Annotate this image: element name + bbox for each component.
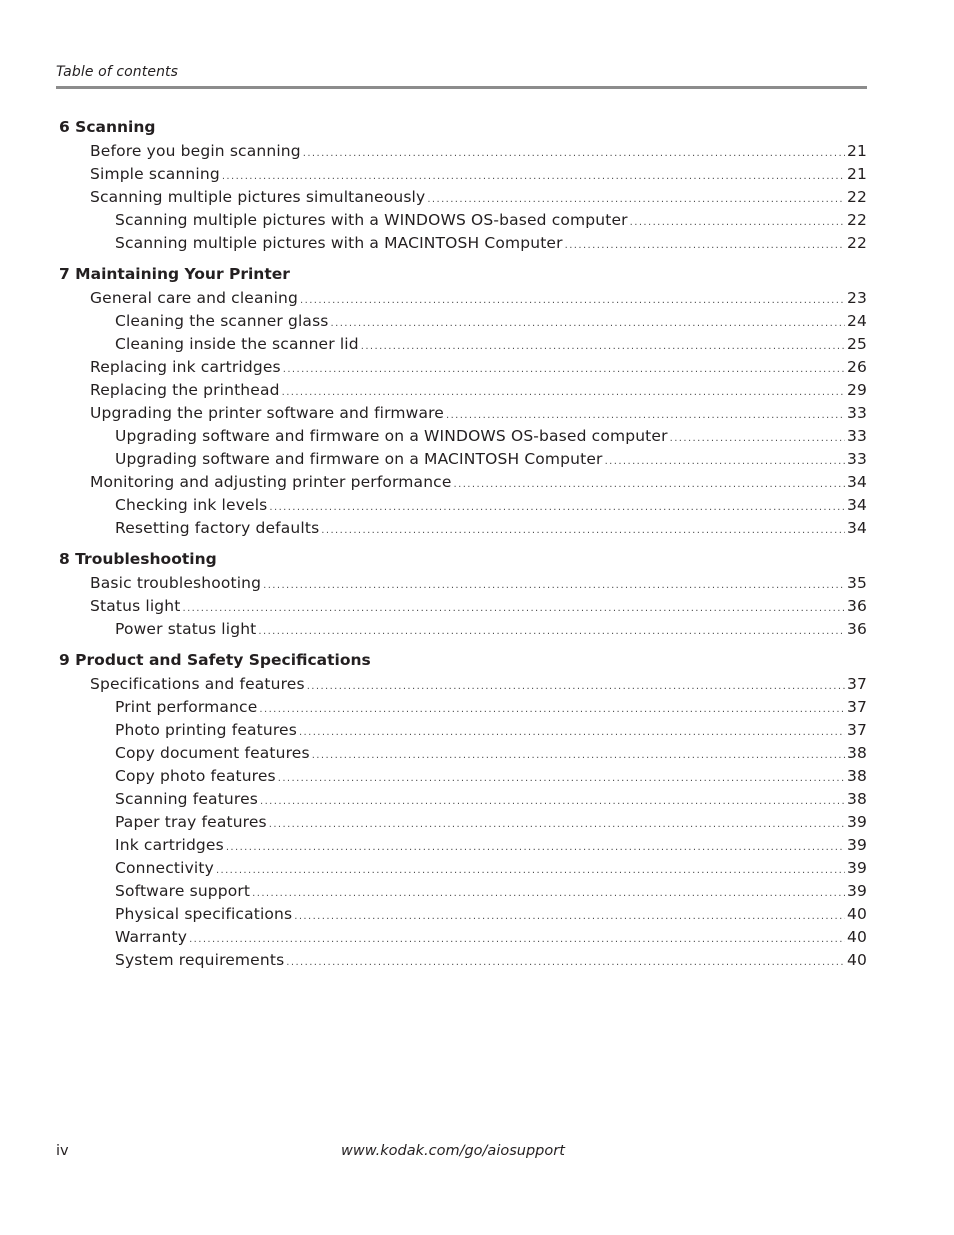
toc-entry[interactable] [56, 356, 867, 379]
running-header: Table of contents [56, 64, 179, 80]
entry-page-number: 38 [846, 744, 867, 762]
entry-label: Scanning features [115, 790, 258, 808]
entry-label: Replacing ink cartridges [90, 358, 281, 376]
dot-leader [226, 836, 845, 859]
entry-label: Copy photo features [115, 767, 276, 785]
dot-leader [361, 335, 845, 358]
toc-subentry[interactable] [56, 765, 867, 788]
entry-label: Power status light [115, 620, 257, 638]
dot-leader [300, 289, 845, 312]
entry-page-number: 24 [846, 312, 867, 330]
header-divider [56, 86, 867, 89]
toc-subentry[interactable] [56, 618, 867, 641]
entry-label: Warranty [115, 928, 188, 946]
entry-label: Upgrading software and firmware on a MACINTOSH Computer [115, 450, 603, 468]
entry-page-number: 33 [846, 404, 867, 422]
entry-label: Status light [90, 597, 181, 615]
entry-page-number: 29 [846, 381, 867, 399]
entry-page-number: 39 [846, 836, 867, 854]
toc-subentry[interactable] [56, 494, 867, 517]
toc-chapter [56, 261, 867, 540]
dot-leader [294, 905, 845, 928]
entry-page-number: 36 [846, 620, 867, 638]
dot-leader [252, 882, 845, 905]
toc-subentry[interactable] [56, 788, 867, 811]
chapter-title[interactable]: 8 Troubleshooting [59, 550, 217, 568]
chapter-title[interactable]: 6 Scanning [59, 118, 156, 136]
toc-subentry[interactable] [56, 209, 867, 232]
toc-chapter [56, 546, 867, 641]
dot-leader [605, 450, 845, 473]
entry-label: Connectivity [115, 859, 214, 877]
dot-leader [321, 519, 845, 542]
entry-page-number: 36 [846, 597, 867, 615]
entry-label: Resetting factory defaults [115, 519, 320, 537]
toc-entry[interactable] [56, 287, 867, 310]
dot-leader [278, 767, 845, 790]
entry-page-number: 34 [846, 473, 867, 491]
footer-page-number: iv [56, 1143, 69, 1159]
entry-page-number: 39 [846, 882, 867, 900]
toc-chapter [56, 114, 867, 255]
table-of-contents [56, 114, 867, 972]
toc-entry[interactable] [56, 186, 867, 209]
chapter-title[interactable]: 9 Product and Safety Specifications [59, 651, 371, 669]
toc-subentry[interactable] [56, 903, 867, 926]
dot-leader [282, 381, 845, 404]
entry-label: Scanning multiple pictures with a MACINTOSH Computer [115, 234, 563, 252]
dot-leader [312, 744, 845, 767]
dot-leader [216, 859, 845, 882]
dot-leader [222, 165, 845, 188]
entry-page-number: 37 [846, 698, 867, 716]
entry-page-number: 34 [846, 519, 867, 537]
entry-label: Copy document features [115, 744, 310, 762]
toc-entry[interactable] [56, 379, 867, 402]
dot-leader [258, 620, 845, 643]
entry-page-number: 25 [846, 335, 867, 353]
entry-label: Software support [115, 882, 251, 900]
dot-leader [299, 721, 845, 744]
toc-subentry[interactable] [56, 448, 867, 471]
entry-page-number: 38 [846, 767, 867, 785]
dot-leader [286, 951, 845, 974]
dot-leader [446, 404, 845, 427]
entry-label: Photo printing features [115, 721, 297, 739]
entry-label: Print performance [115, 698, 258, 716]
entry-label: Basic troubleshooting [90, 574, 262, 592]
toc-entry[interactable] [56, 402, 867, 425]
dot-leader [182, 597, 844, 620]
toc-subentry[interactable] [56, 719, 867, 742]
toc-subentry[interactable] [56, 517, 867, 540]
toc-entry[interactable] [56, 140, 867, 163]
dot-leader [565, 234, 845, 257]
entry-page-number: 40 [846, 905, 867, 923]
toc-chapter [56, 647, 867, 972]
entry-label: General care and cleaning [90, 289, 299, 307]
toc-subentry[interactable] [56, 310, 867, 333]
dot-leader [189, 928, 845, 951]
entry-page-number: 22 [846, 211, 867, 229]
entry-page-number: 23 [846, 289, 867, 307]
toc-subentry[interactable] [56, 834, 867, 857]
dot-leader [269, 813, 845, 836]
toc-subentry[interactable] [56, 949, 867, 972]
entry-label: Ink cartridges [115, 836, 224, 854]
dot-leader [263, 574, 845, 597]
entry-label: Cleaning the scanner glass [115, 312, 329, 330]
entry-label: Physical specifications [115, 905, 293, 923]
toc-subentry[interactable] [56, 926, 867, 949]
entry-label: Scanning multiple pictures simultaneously [90, 188, 426, 206]
entry-label: Checking ink levels [115, 496, 268, 514]
dot-leader [454, 473, 845, 496]
dot-leader [307, 675, 845, 698]
toc-entry[interactable] [56, 572, 867, 595]
entry-page-number: 33 [846, 427, 867, 445]
entry-page-number: 22 [846, 234, 867, 252]
toc-entry[interactable] [56, 673, 867, 696]
dot-leader [283, 358, 845, 381]
dot-leader [259, 698, 845, 721]
entry-page-number: 22 [846, 188, 867, 206]
entry-label: System requirements [115, 951, 285, 969]
toc-entry[interactable] [56, 595, 867, 618]
toc-subentry[interactable] [56, 742, 867, 765]
entry-label: Replacing the printhead [90, 381, 280, 399]
entry-page-number: 21 [846, 165, 867, 183]
entry-label: Simple scanning [90, 165, 220, 183]
entry-page-number: 26 [846, 358, 867, 376]
entry-page-number: 33 [846, 450, 867, 468]
toc-subentry[interactable] [56, 696, 867, 719]
toc-subentry[interactable] [56, 811, 867, 834]
entry-label: Specifications and features [90, 675, 305, 693]
entry-page-number: 40 [846, 928, 867, 946]
dot-leader [260, 790, 845, 813]
entry-label: Cleaning inside the scanner lid [115, 335, 359, 353]
entry-page-number: 39 [846, 813, 867, 831]
chapter-title[interactable]: 7 Maintaining Your Printer [59, 265, 290, 283]
toc-entry[interactable] [56, 471, 867, 494]
entry-label: Upgrading the printer software and firmware [90, 404, 444, 422]
entry-page-number: 40 [846, 951, 867, 969]
entry-label: Monitoring and adjusting printer performance [90, 473, 452, 491]
toc-subentry[interactable] [56, 857, 867, 880]
entry-label: Before you begin scanning [90, 142, 301, 160]
toc-entry[interactable] [56, 163, 867, 186]
dot-leader [269, 496, 845, 519]
entry-page-number: 37 [846, 675, 867, 693]
toc-subentry[interactable] [56, 232, 867, 255]
entry-page-number: 21 [846, 142, 867, 160]
entry-label: Paper tray features [115, 813, 267, 831]
toc-subentry[interactable] [56, 425, 867, 448]
entry-page-number: 34 [846, 496, 867, 514]
footer-url[interactable]: www.kodak.com/go/aiosupport [341, 1143, 565, 1159]
dot-leader [427, 188, 845, 211]
dot-leader [630, 211, 845, 234]
dot-leader [670, 427, 845, 450]
dot-leader [303, 142, 845, 165]
entry-label: Upgrading software and firmware on a WINDOWS OS-based computer [115, 427, 668, 445]
dot-leader [331, 312, 845, 335]
entry-label: Scanning multiple pictures with a WINDOWS OS-based computer [115, 211, 628, 229]
entry-page-number: 35 [846, 574, 867, 592]
entry-page-number: 39 [846, 859, 867, 877]
entry-page-number: 38 [846, 790, 867, 808]
toc-subentry[interactable] [56, 333, 867, 356]
entry-page-number: 37 [846, 721, 867, 739]
toc-subentry[interactable] [56, 880, 867, 903]
